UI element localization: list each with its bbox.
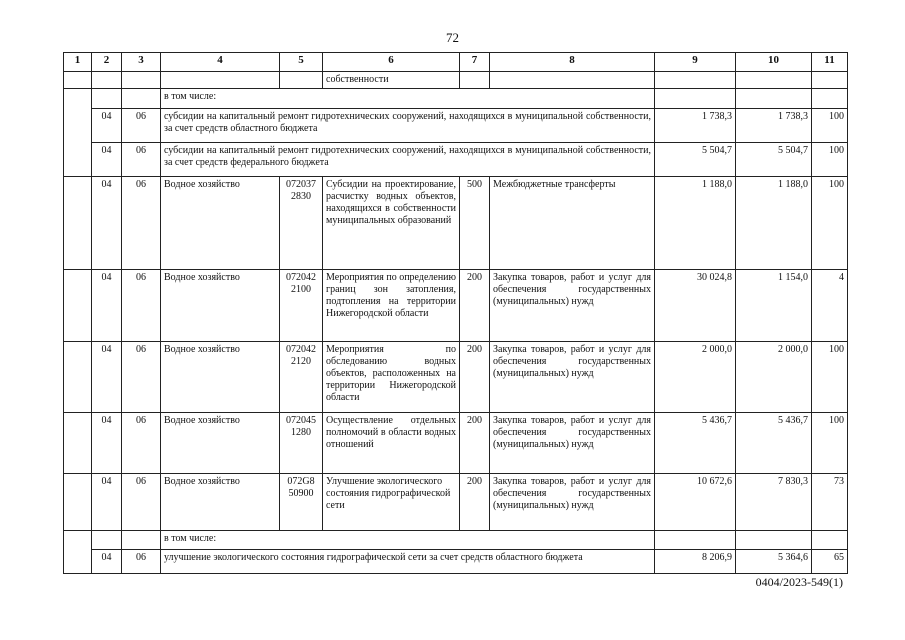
cell [812,89,848,109]
cell: 06 [122,413,161,474]
cell: 04 [92,413,122,474]
percent-cell: 100 [812,177,848,270]
amount-cell: 8 206,9 [655,550,736,574]
percent-cell: 100 [812,342,848,413]
cell: 200 [460,413,490,474]
cell [122,531,161,550]
cell: Водное хозяйство [161,413,280,474]
percent-cell: 100 [812,413,848,474]
cell: 06 [122,270,161,342]
cell: Закупка товаров, работ и услуг для обеспечения государственных (муниципальных) нужд [490,270,655,342]
percent-cell: 73 [812,474,848,531]
amount-cell: 5 364,6 [736,550,812,574]
cell [64,89,92,177]
cell [92,531,122,550]
description-cell: субсидии на капитальный ремонт гидротехнических сооружений, находящихся в муниципальной собственности, за счет средств федерального бюджета [161,143,655,177]
cell [655,531,736,550]
subtitle-cell: в том числе: [161,89,655,109]
amount-cell: 1 738,3 [736,109,812,143]
column-header: 6 [323,53,460,72]
amount-cell: 2 000,0 [736,342,812,413]
code-cell: 072045 1280 [280,413,323,474]
table-row [64,474,848,531]
amount-cell: 5 504,7 [655,143,736,177]
cell: Водное хозяйство [161,474,280,531]
column-header: 5 [280,53,323,72]
table-row [64,89,848,109]
description-cell: Субсидии на проектирование, расчистку водных объектов, находящихся в собственности муниципальных образований [323,177,460,270]
cell [64,270,92,342]
cell: 04 [92,270,122,342]
cell: 04 [92,143,122,177]
cell: 06 [122,550,161,574]
cell: 04 [92,550,122,574]
table-row [64,143,848,177]
cell [122,89,161,109]
budget-table [63,52,848,574]
cell: собственности [323,72,460,89]
cell [736,89,812,109]
amount-cell: 1 738,3 [655,109,736,143]
cell: 06 [122,177,161,270]
column-header: 2 [92,53,122,72]
cell: 200 [460,342,490,413]
cell [812,72,848,89]
cell [161,72,280,89]
cell: 200 [460,270,490,342]
cell [812,531,848,550]
cell [122,72,161,89]
amount-cell: 1 188,0 [655,177,736,270]
cell [736,531,812,550]
code-cell: 072G8 50900 [280,474,323,531]
cell [490,72,655,89]
column-header: 3 [122,53,161,72]
cell [280,72,323,89]
cell [655,89,736,109]
page-number: 72 [446,30,459,45]
cell: 04 [92,474,122,531]
table-row [64,550,848,574]
column-header: 4 [161,53,280,72]
cell: Водное хозяйство [161,177,280,270]
description-cell: улучшение экологического состояния гидрографической сети за счет средств областного бюджета [161,550,655,574]
table-row [64,531,848,550]
cell: 04 [92,177,122,270]
percent-cell: 65 [812,550,848,574]
cell [92,72,122,89]
cell: 06 [122,109,161,143]
percent-cell: 100 [812,143,848,177]
cell: 04 [92,109,122,143]
table-row [64,72,848,89]
column-header: 11 [812,53,848,72]
cell: Водное хозяйство [161,342,280,413]
code-cell: 072042 2100 [280,270,323,342]
cell: 06 [122,143,161,177]
cell: 06 [122,342,161,413]
description-cell: Мероприятия по обследованию водных объектов, расположенных на территории Нижегородской области [323,342,460,413]
cell [736,72,812,89]
code-cell: 072042 2120 [280,342,323,413]
cell [64,342,92,413]
description-cell: Осуществление отдельных полномочий в области водных отношений [323,413,460,474]
cell: 200 [460,474,490,531]
column-header: 9 [655,53,736,72]
header-row [64,53,848,72]
cell: 06 [122,474,161,531]
cell [64,413,92,474]
code-cell: 072037 2830 [280,177,323,270]
document-number: 0404/2023-549(1) [755,575,843,589]
table-row [64,270,848,342]
column-header: 1 [64,53,92,72]
amount-cell: 5 504,7 [736,143,812,177]
description-cell: Мероприятия по определению границ зон затопления, подтопления на территории Нижегородской области [323,270,460,342]
amount-cell: 7 830,3 [736,474,812,531]
cell [460,72,490,89]
cell [64,72,92,89]
cell: Закупка товаров, работ и услуг для обеспечения государственных (муниципальных) нужд [490,342,655,413]
column-header: 7 [460,53,490,72]
amount-cell: 5 436,7 [736,413,812,474]
column-header: 8 [490,53,655,72]
description-cell: Улучшение экологического состояния гидрографической сети [323,474,460,531]
description-cell: субсидии на капитальный ремонт гидротехнических сооружений, находящихся в муниципальной собственности, за счет средств областного бюджета [161,109,655,143]
amount-cell: 1 154,0 [736,270,812,342]
cell [655,72,736,89]
cell [92,89,122,109]
amount-cell: 1 188,0 [736,177,812,270]
table-row [64,413,848,474]
cell [64,474,92,531]
subtitle-cell: в том числе: [161,531,655,550]
column-header: 10 [736,53,812,72]
amount-cell: 10 672,6 [655,474,736,531]
amount-cell: 5 436,7 [655,413,736,474]
cell [64,177,92,270]
percent-cell: 4 [812,270,848,342]
cell: Водное хозяйство [161,270,280,342]
cell: 04 [92,342,122,413]
cell: Закупка товаров, работ и услуг для обеспечения государственных (муниципальных) нужд [490,413,655,474]
cell [64,531,92,574]
table-row [64,342,848,413]
table-row [64,177,848,270]
amount-cell: 2 000,0 [655,342,736,413]
cell: Закупка товаров, работ и услуг для обеспечения государственных (муниципальных) нужд [490,474,655,531]
percent-cell: 100 [812,109,848,143]
amount-cell: 30 024,8 [655,270,736,342]
cell: 500 [460,177,490,270]
cell: Межбюджетные трансферты [490,177,655,270]
table-row [64,109,848,143]
